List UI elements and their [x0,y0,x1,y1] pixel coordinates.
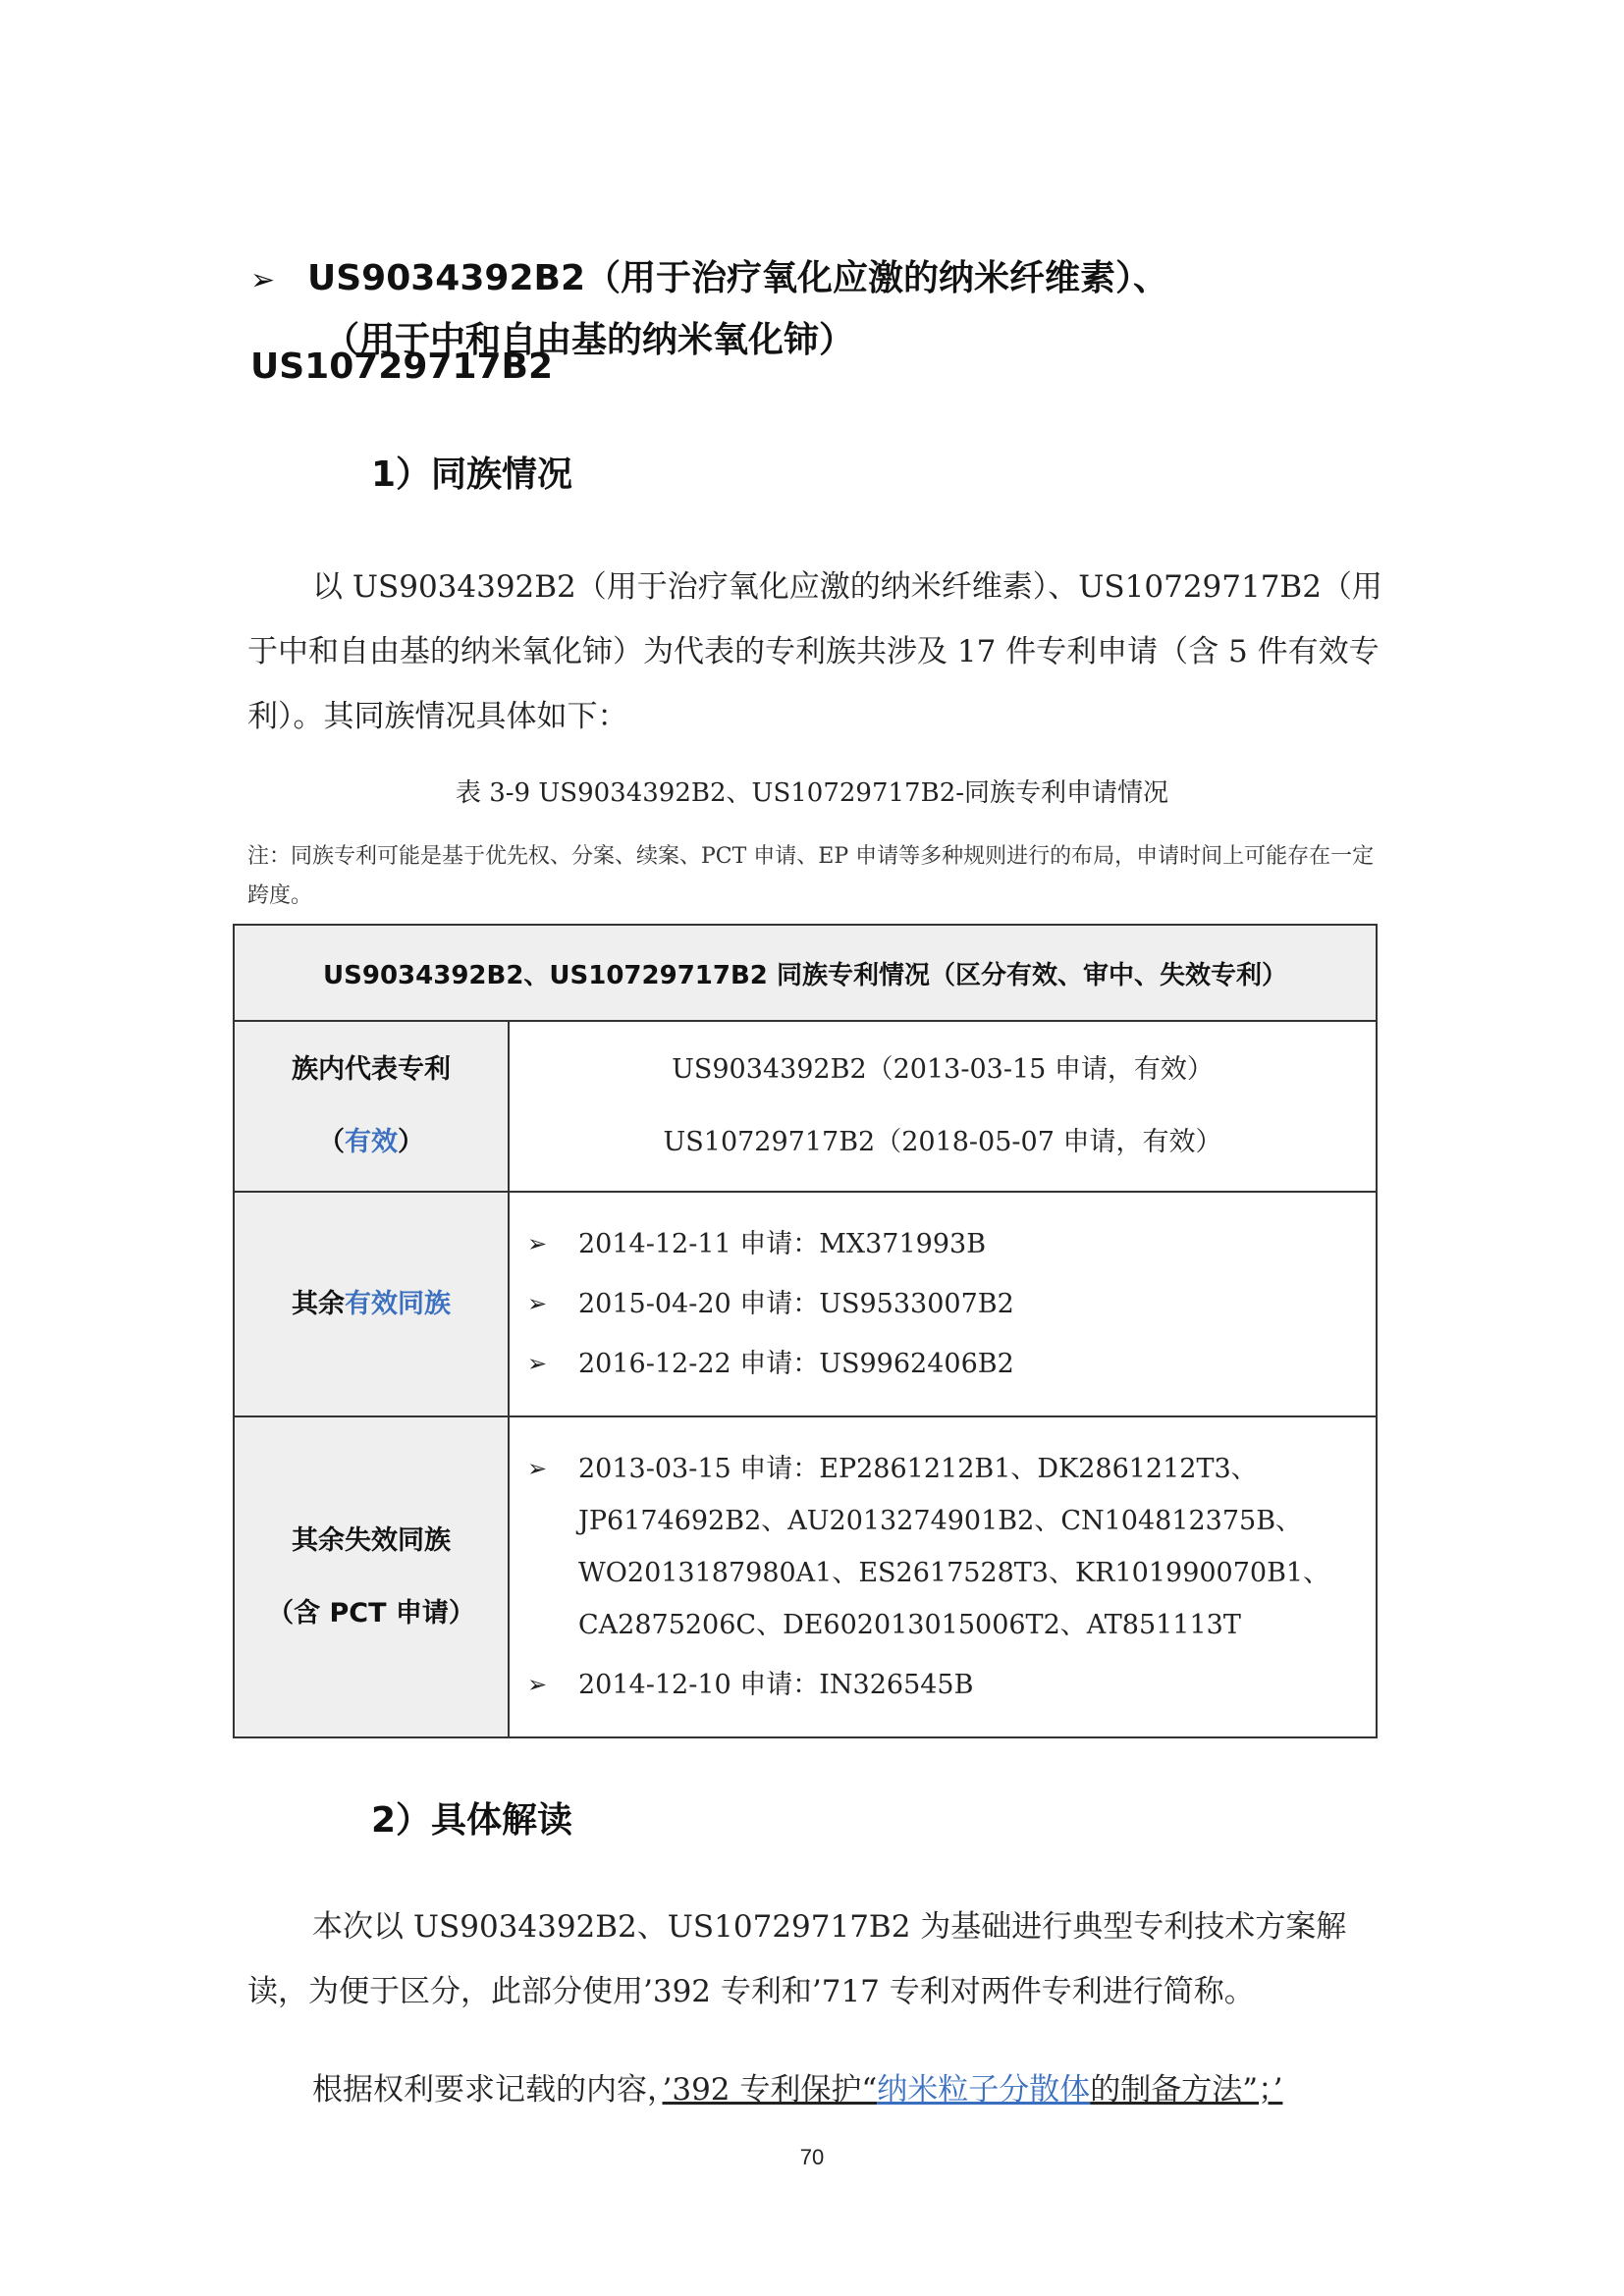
arrow-bullet-icon: ➢ [250,263,276,297]
paren-close: ） [398,1127,424,1157]
table-caption: 表 3-9 US9034392B2、US10729717B2-同族专利申请情况 [455,778,1169,808]
list-item-text: 2013-03-15 申请：EP2861212B1、DK2861212T3、JP6174692B2、AU2013274901B2、CN104812375B、WO2013187980A1、ES2617528T3、KR101990070B1、CA2875206C、DE602013015006T2、AT851113T [578,1454,1330,1640]
valid-label-highlight: 有效同族 [345,1288,451,1319]
list-item-text: 2016-12-22 申请：US9962406B2 [578,1349,1014,1379]
intro-paragraph: 以 US9034392B2（用于治疗氧化应激的纳米纤维素）、US10729717B2（用于中和自由基的纳米氧化铈）为代表的专利族共涉及 17 件专利申请（含 5 件有效专利）。其同族情况具体如下： [247,569,1382,734]
interpretation-paragraph: 本次以 US9034392B2、US10729717B2 为基础进行典型专利技术方案解读，为便于区分，此部分使用’392 专利和’717 专利对两件专利进行简称。 [247,1909,1347,2009]
arrow-bullet-icon: ➢ [527,1230,548,1257]
table-note: 注：同族专利可能是基于优先权、分案、续案、PCT 申请、EP 申请等多种规则进行的布局，申请时间上可能存在一定跨度。 [247,844,1375,908]
claims-prefix: 根据权利要求记载的内容， [312,2072,663,2108]
invalid-row-header [234,1416,509,1737]
rep-entries-cell [509,1021,1377,1192]
invalid-list-cell [509,1416,1377,1737]
invalid-label-line-2: （含 PCT 申请） [267,1597,475,1629]
valid-label-prefix: 其余 [292,1288,345,1319]
invalid-label-line-1: 其余失效同族 [292,1524,451,1556]
table-title: US9034392B2、US10729717B2 同族专利情况（区分有效、审中、失效专利） [234,925,1377,1021]
rep-row-header [234,1021,509,1192]
rep-entry: US10729717B2（2018-05-07 申请，有效） [663,1127,1222,1157]
rep-status [236,1106,507,1179]
list-item-text: 2014-12-11 申请：MX371993B [578,1229,987,1259]
claims-underlined-end: 的制备方法”；’ [1090,2072,1283,2108]
arrow-bullet-icon: ➢ [527,1671,548,1698]
list-item [527,1278,1356,1330]
list-item-text: 2015-04-20 申请：US9533007B2 [578,1289,1014,1319]
family-table [233,924,1378,1738]
claims-link[interactable]: 纳米粒子分散体 [877,2072,1091,2108]
page-number: 70 [799,2145,825,2169]
arrow-bullet-icon: ➢ [527,1350,548,1377]
list-item [527,1443,1356,1651]
valid-list-cell [509,1192,1377,1416]
valid-row-header [234,1192,509,1416]
rep-entry: US9034392B2（2013-03-15 申请，有效） [672,1054,1214,1085]
list-item [527,1218,1356,1270]
list-item [527,1659,1356,1711]
claims-underlined-start: ’392 专利保护“ [662,2072,878,2108]
list-item [527,1338,1356,1390]
subheading-interpretation: 2）具体解读 [371,1800,573,1841]
rep-label: 族内代表专利 [292,1054,451,1085]
subheading-family: 1）同族情况 [371,454,573,495]
arrow-bullet-icon: ➢ [527,1290,548,1317]
heading-line-1: US9034392B2（用于治疗氧化应激的纳米纤维素）、US10729717B2 [250,258,1168,387]
rep-status-valid: 有效 [345,1127,398,1157]
list-item-text: 2014-12-10 申请：IN326545B [578,1670,974,1700]
heading-line-2: （用于中和自由基的纳米氧化铈） [324,320,855,360]
claims-paragraph [247,2057,1386,2122]
paren-open: （ [318,1127,345,1157]
arrow-bullet-icon: ➢ [527,1455,548,1482]
